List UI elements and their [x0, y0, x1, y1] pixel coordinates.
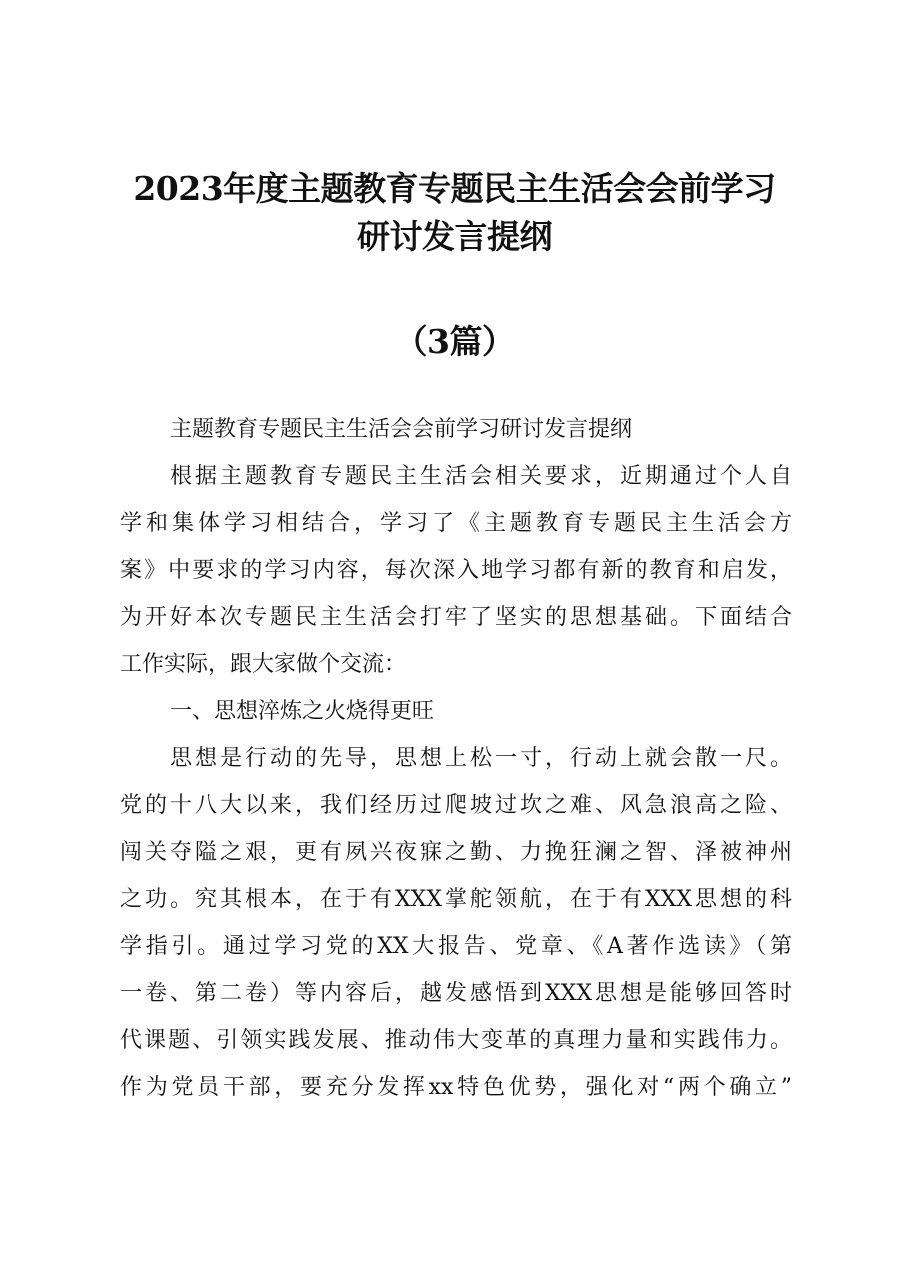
paragraph-line: 之功。究其根本，在于有XXX掌舵领航，在于有XXX思想的科 — [120, 887, 792, 912]
paragraph-line: 学和集体学习相结合，学习了《主题教育专题民主生活会方 — [120, 511, 792, 536]
paragraph-line: 一卷、第二卷）等内容后，越发感悟到XXX思想是能够回答时 — [120, 981, 792, 1006]
paragraph-line: 学指引。通过学习党的XX大报告、党章、《A著作选读》（第 — [120, 934, 792, 959]
section-heading: 一、思想淬炼之火烧得更旺 — [170, 699, 435, 724]
document-body — [120, 406, 792, 1111]
document-title-line-2: 研讨发言提纲 — [357, 217, 552, 256]
paragraph-line: 根据主题教育专题民主生活会相关要求，近期通过个人自 — [170, 464, 792, 489]
document-title-line-1: 2023年度主题教育专题民主生活会会前学习 — [133, 169, 776, 208]
paragraph-line: 闯关夺隘之艰，更有夙兴夜寐之勤、力挽狂澜之智、泽被神州 — [120, 840, 792, 865]
document-subtitle: （3篇） — [394, 322, 515, 361]
paragraph-line: 思想是行动的先导，思想上松一寸，行动上就会散一尺。 — [170, 746, 792, 771]
paragraph-line: 作为党员干部，要充分发挥xx特色优势，强化对“两个确立” — [120, 1075, 792, 1100]
paragraph-line: 工作实际，跟大家做个交流： — [120, 652, 407, 677]
paragraph-line: 代课题、引领实践发展、推动伟大变革的真理力量和实践伟力。 — [120, 1028, 792, 1053]
paragraph-line: 案》中要求的学习内容，每次深入地学习都有新的教育和启发， — [120, 558, 792, 583]
section-heading: 主题教育专题民主生活会会前学习研讨发言提纲 — [170, 417, 633, 442]
paragraph-line: 党的十八大以来，我们经历过爬坡过坎之难、风急浪高之险、 — [120, 793, 792, 818]
paragraph-line: 为开好本次专题民主生活会打牢了坚实的思想基础。下面结合 — [120, 605, 792, 630]
